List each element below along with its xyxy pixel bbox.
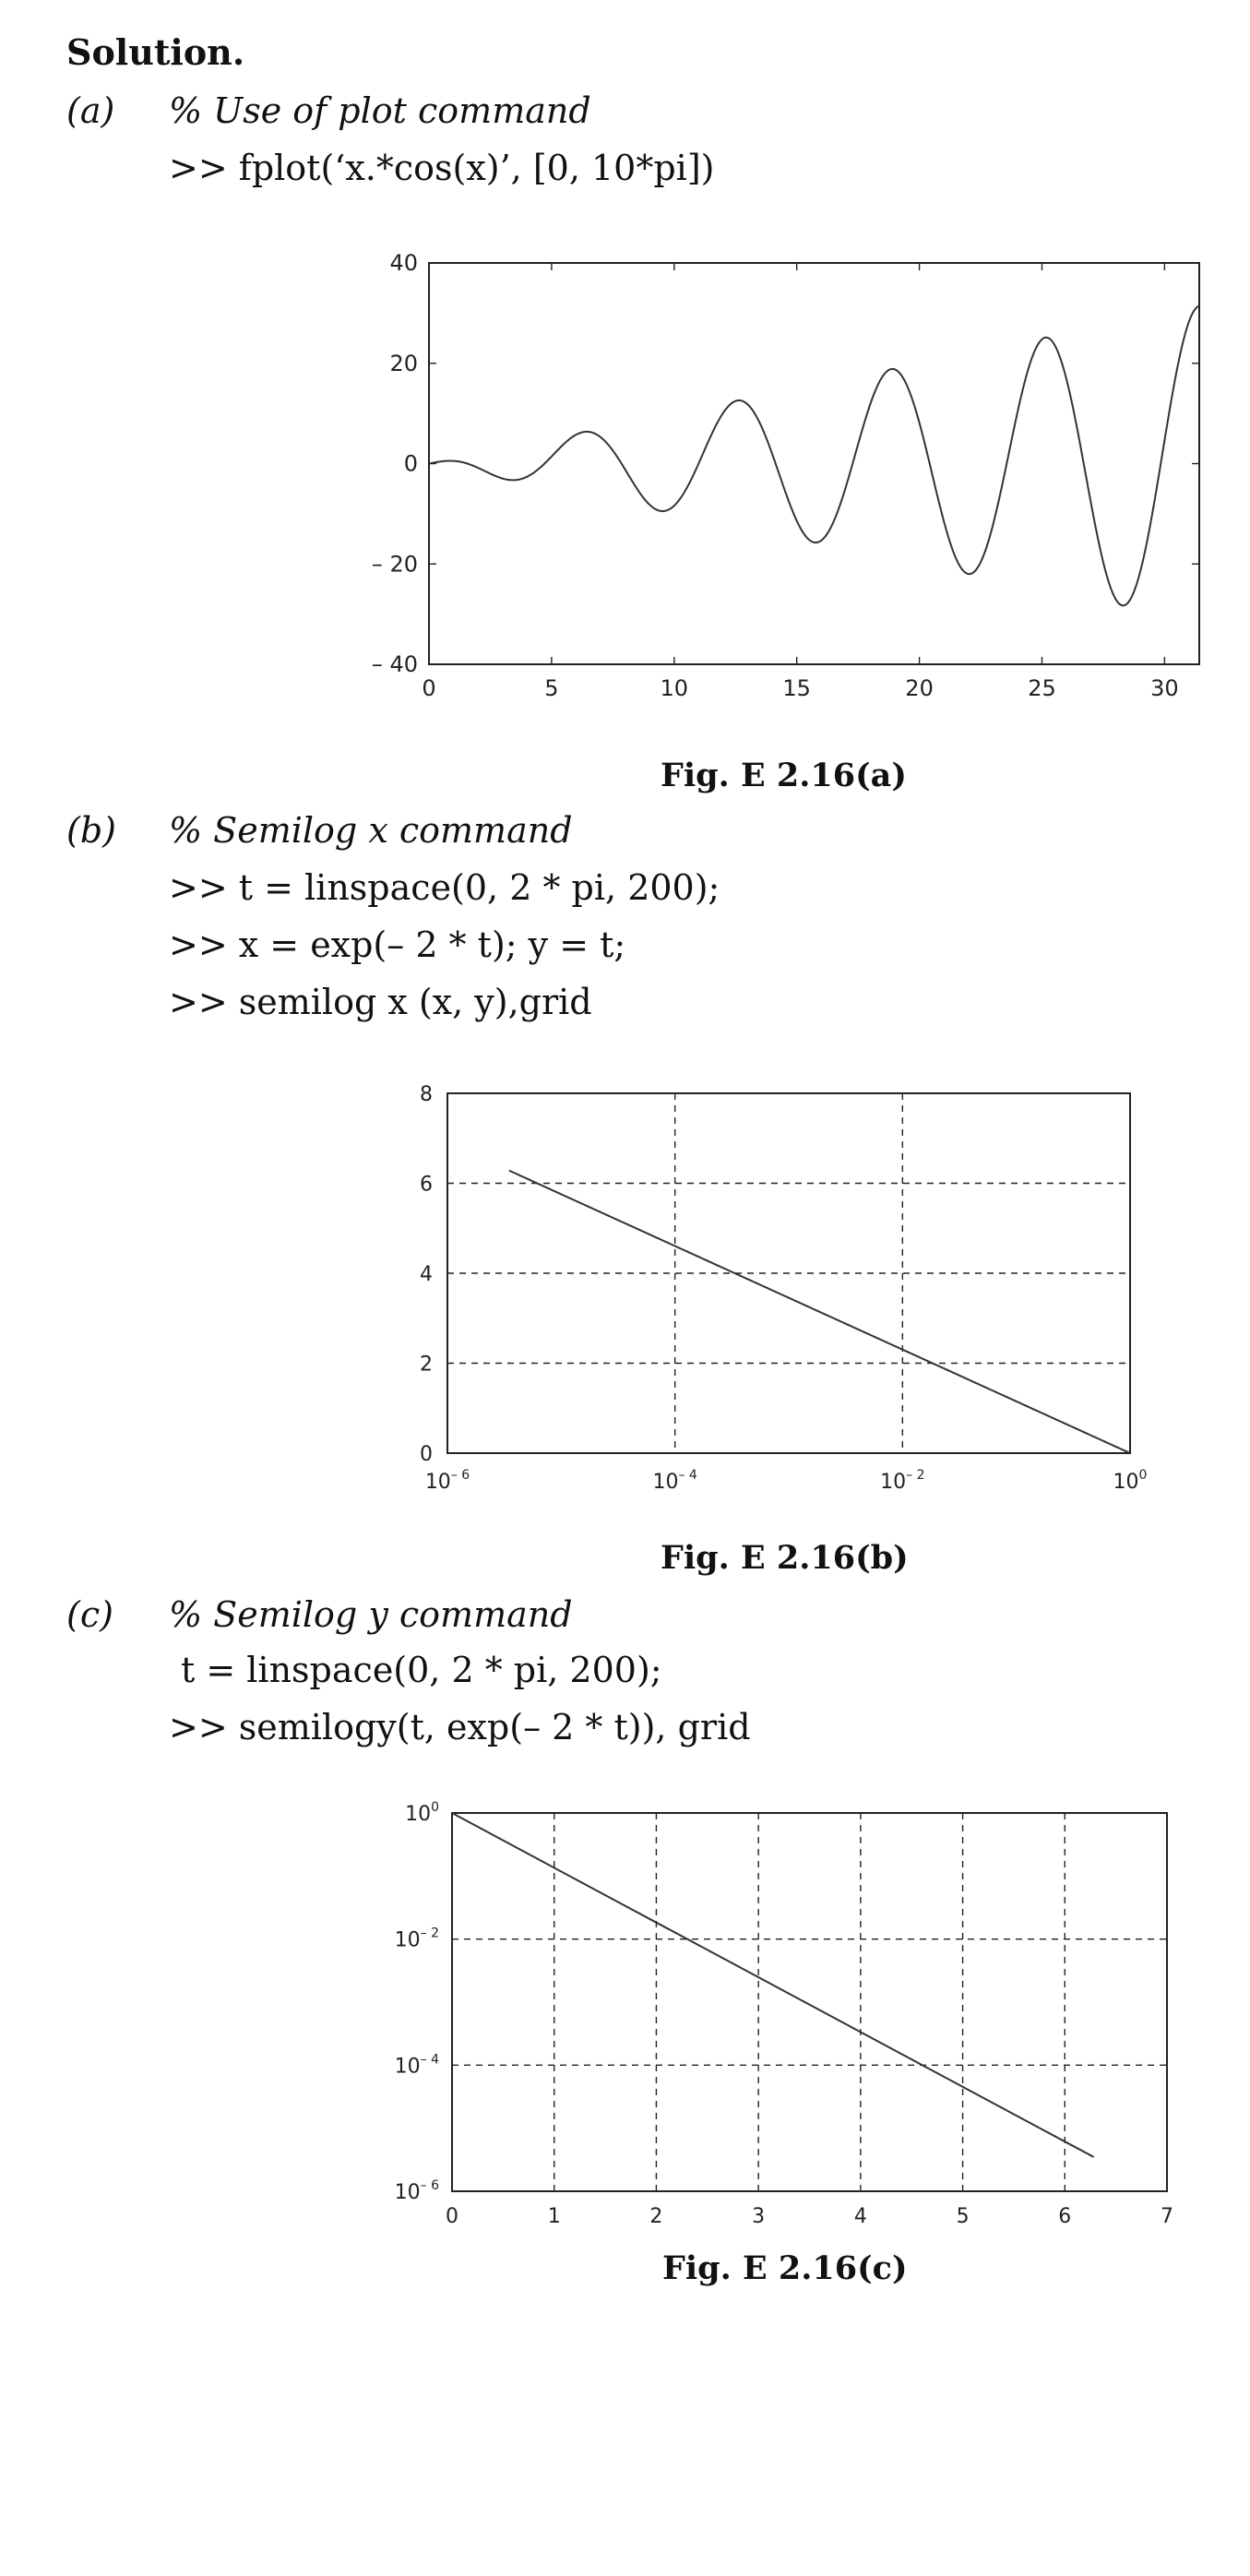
x-tick-label: $10^{- 6}$ xyxy=(424,1468,470,1494)
y-tick-label: $10^{- 2}$ xyxy=(394,1926,439,1952)
part-b-code-line-2: >> x = exp(– 2 * t); y = t; xyxy=(169,924,626,965)
y-tick-label: 2 xyxy=(420,1353,433,1377)
y-tick-label: 0 xyxy=(420,1443,433,1466)
x-tick-label: 20 xyxy=(905,675,934,701)
part-a-label: (a) xyxy=(66,90,115,131)
x-tick-label: 7 xyxy=(1161,2205,1173,2228)
y-tick-label: – 20 xyxy=(371,551,418,578)
x-tick-label: 30 xyxy=(1150,675,1179,701)
part-c-code-line-2: >> semilogy(t, exp(– 2 * t)), grid xyxy=(169,1707,751,1747)
x-tick-label: 3 xyxy=(752,2205,766,2228)
part-b-code-line-1: >> t = linspace(0, 2 * pi, 200); xyxy=(169,867,720,908)
y-tick-label: $10^0$ xyxy=(405,1800,439,1826)
x-tick-label: 4 xyxy=(853,2205,867,2228)
fplot-chart xyxy=(351,249,1218,720)
fig-c-caption: Fig. E 2.16(c) xyxy=(662,2249,908,2287)
x-tick-label: $10^{- 2}$ xyxy=(880,1468,925,1494)
x-tick-label: $10^{- 4}$ xyxy=(652,1468,697,1494)
y-tick-label: 20 xyxy=(389,350,418,376)
part-c-comment: % Semilog y command xyxy=(169,1594,573,1635)
part-b-comment: % Semilog x command xyxy=(169,810,573,851)
x-tick-label: 0 xyxy=(422,675,436,701)
x-tick-label: 5 xyxy=(544,675,559,701)
x-tick-label: 0 xyxy=(446,2205,458,2228)
fig-a-caption: Fig. E 2.16(a) xyxy=(661,757,907,794)
y-tick-label: 40 xyxy=(389,250,418,276)
y-tick-label: $10^{- 6}$ xyxy=(394,2178,439,2204)
y-tick-label: 4 xyxy=(420,1263,433,1286)
y-tick-label: 0 xyxy=(403,450,418,477)
x-tick-label: 5 xyxy=(956,2205,970,2228)
series-line-semilogx xyxy=(509,1171,1130,1453)
part-a-code-line-1: >> fplot(‘x.*cos(x)’, [0, 10*pi]) xyxy=(169,148,715,188)
x-tick-label: 1 xyxy=(547,2205,561,2228)
x-tick-label: 25 xyxy=(1028,675,1056,701)
x-tick-label: 10 xyxy=(660,675,689,701)
semilogx-chart xyxy=(369,1075,1162,1518)
x-tick-label: $10^0$ xyxy=(1113,1468,1148,1494)
x-tick-label: 6 xyxy=(1058,2205,1072,2228)
part-b-label: (b) xyxy=(66,810,116,851)
semilogy-chart xyxy=(369,1785,1199,2237)
x-tick-label: 2 xyxy=(649,2205,663,2228)
y-tick-label: 8 xyxy=(420,1083,433,1106)
part-a-comment: % Use of plot command xyxy=(169,90,591,131)
y-tick-label: 6 xyxy=(420,1173,433,1197)
part-c-code-line-1: t = linspace(0, 2 * pi, 200); xyxy=(181,1650,662,1690)
solution-heading: Solution. xyxy=(66,31,245,73)
part-b-code-line-3: >> semilog x (x, y),grid xyxy=(169,982,592,1022)
series-line-xcosx xyxy=(429,306,1199,606)
y-tick-label: – 40 xyxy=(371,651,418,677)
fig-b-caption: Fig. E 2.16(b) xyxy=(661,1539,909,1577)
y-tick-label: $10^{- 4}$ xyxy=(394,2052,439,2079)
series-line-semilogy xyxy=(452,1813,1094,2157)
x-tick-label: 15 xyxy=(782,675,811,701)
part-c-label: (c) xyxy=(66,1594,113,1635)
